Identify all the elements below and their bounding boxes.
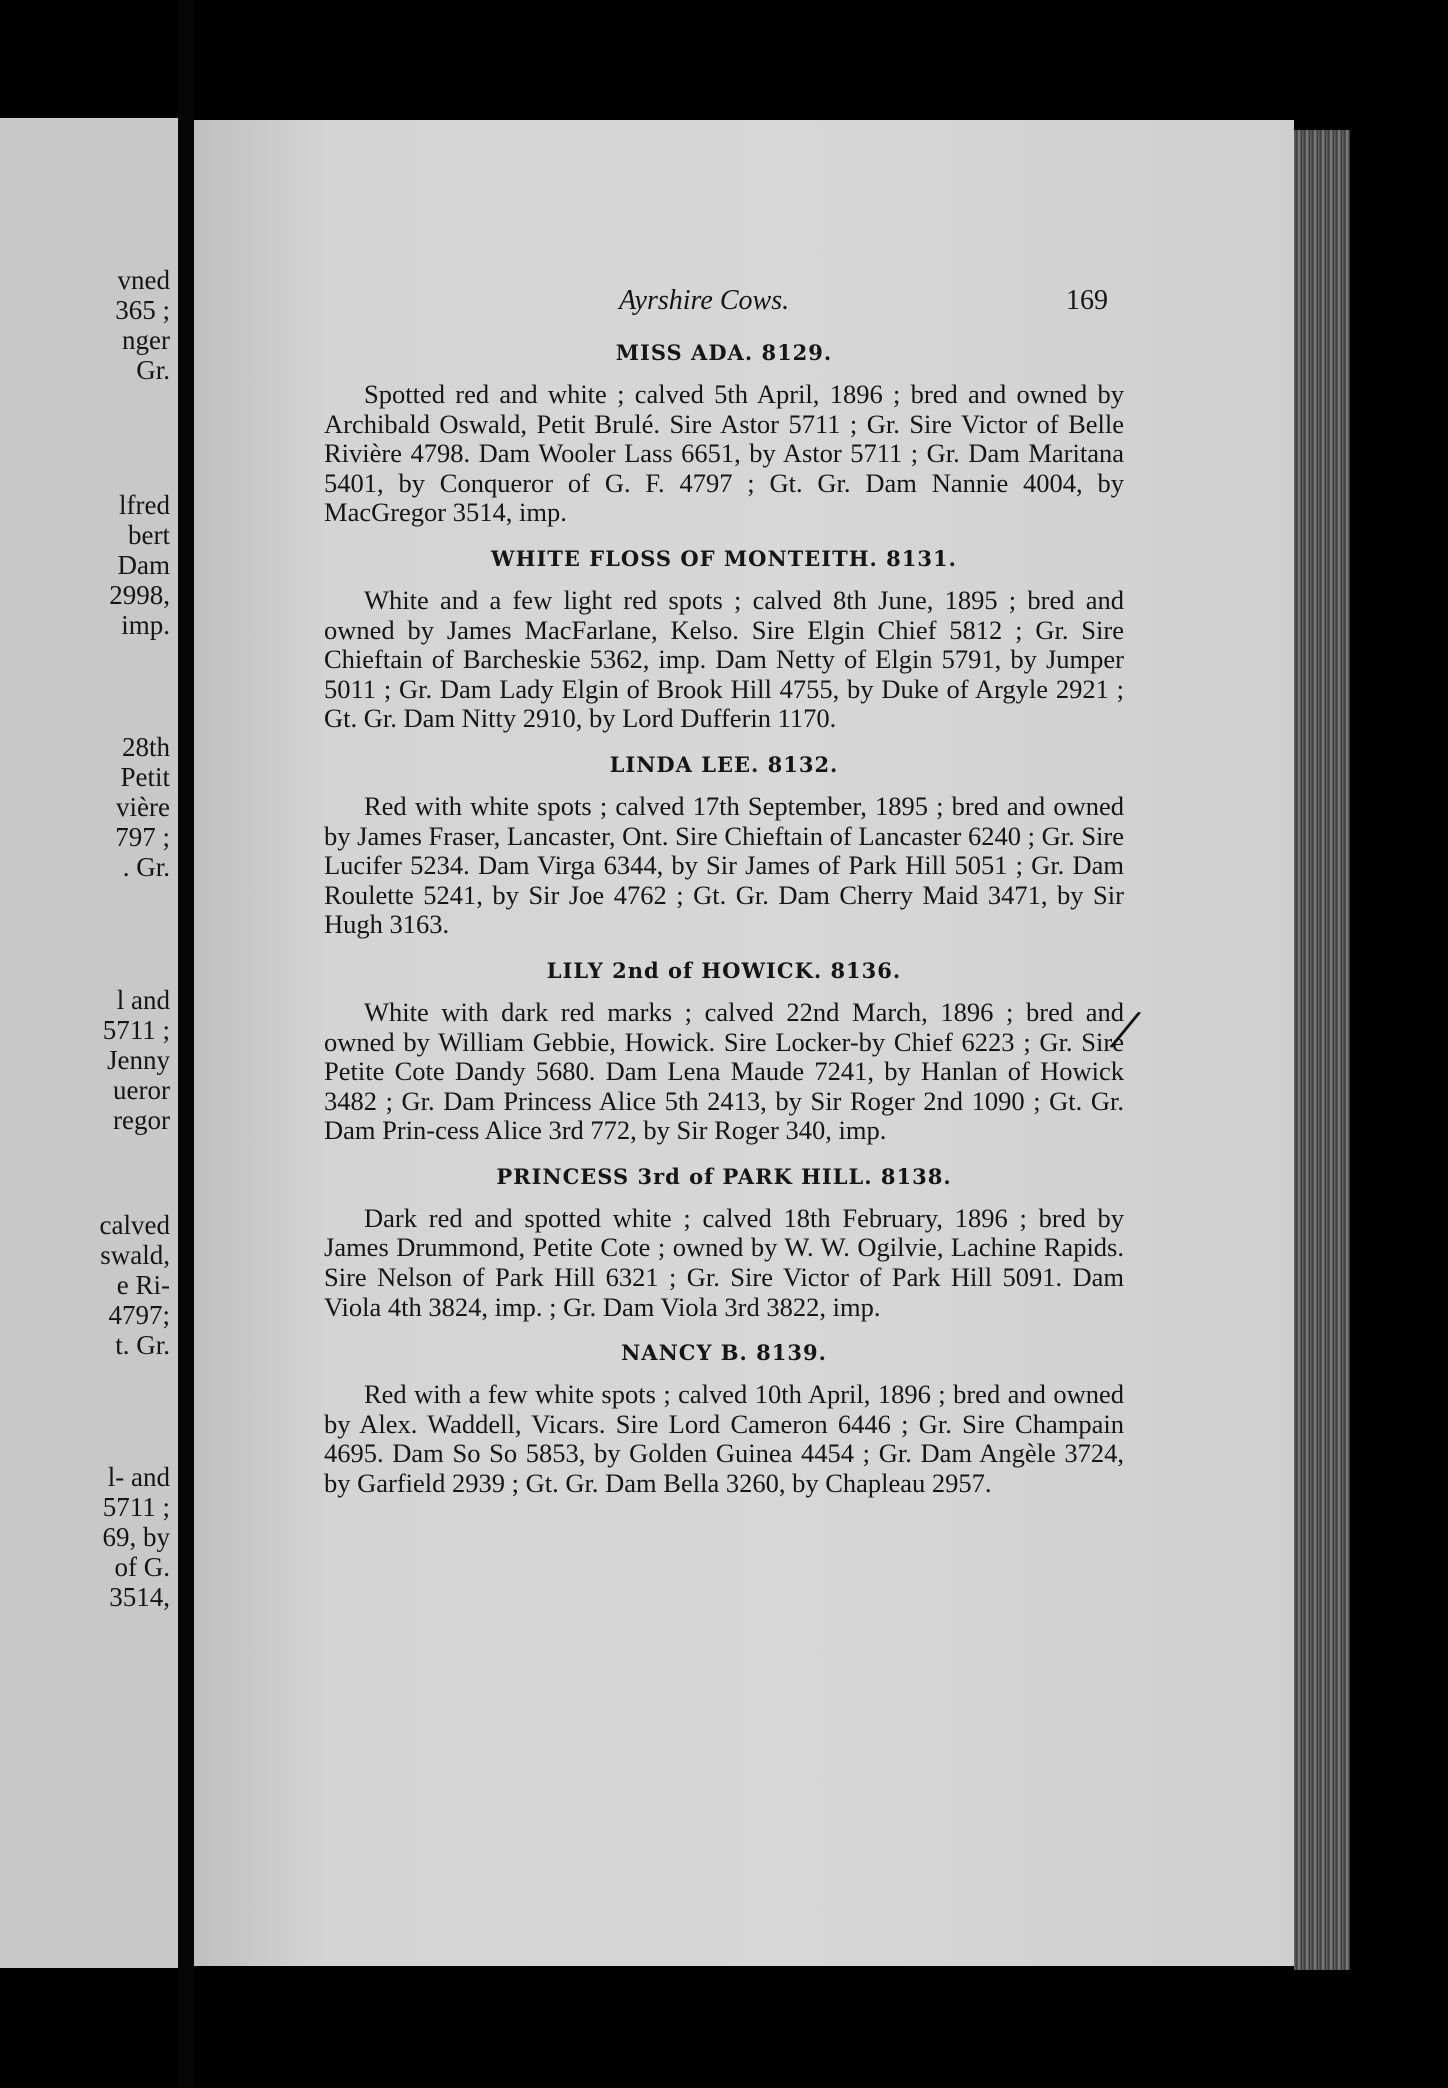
entry xyxy=(324,544,1124,734)
left-page-fragment: 4797; xyxy=(108,1300,170,1330)
entry-heading: WHITE FLOSS OF MONTEITH. 8131. xyxy=(491,545,957,571)
entry-heading: NANCY B. 8139. xyxy=(621,1340,827,1366)
left-page-fragment: bert xyxy=(128,520,170,550)
left-page-edge xyxy=(0,118,178,1968)
entry-body: Red with a few white spots ; calved 10th April, 1896 ; bred and owned by Alex. Waddell, Vicars. Sire Lord Cameron 6446 ; Gr. Sire Champain 4695. Dam So So 5853, by Golden Guinea 4454 ; Gr. Dam Angèle 3724, by Garfield 2939 ; Gt. Gr. Dam Bella 3260, by Chapleau 2957. xyxy=(324,1379,1124,1499)
entry xyxy=(324,338,1124,528)
entry-body: Spotted red and white ; calved 5th April, 1896 ; bred and owned by Archibald Oswald, Petit Brulé. Sire Astor 5711 ; Gr. Sire Victor of Belle Rivière 4798. Dam Wooler Lass 6651, by Astor 5711 ; Gr. Dam Maritana 5401, by Conqueror of G. F. 4797 ; Gt. Gr. Dam Nannie 4004, by MacGregor 3514, imp. xyxy=(324,379,1124,528)
left-page-fragment: 797 ; xyxy=(115,822,170,852)
running-title: Ayrshire Cows. xyxy=(619,285,790,316)
entry-heading: LILY 2nd of HOWICK. 8136. xyxy=(546,957,902,983)
entry-heading: LINDA LEE. 8132. xyxy=(609,751,839,777)
left-page-fragment: 69, by xyxy=(102,1522,170,1552)
left-page-fragment: 5711 ; xyxy=(102,1492,170,1522)
left-page-fragment: of G. xyxy=(114,1552,170,1582)
left-page-fragment: vière xyxy=(116,792,170,822)
left-page-fragment: 5711 ; xyxy=(102,1015,170,1045)
right-page xyxy=(194,120,1294,1966)
left-page-fragment: 365 ; xyxy=(115,295,170,325)
page-stack-edges xyxy=(1294,130,1350,1970)
left-page-fragment: ueror xyxy=(113,1075,170,1105)
left-page-fragment: Jenny xyxy=(107,1045,170,1075)
left-page-fragment: 28th xyxy=(121,732,170,762)
running-head xyxy=(194,285,1294,325)
pencil-mark-icon: / xyxy=(1109,994,1140,1064)
left-page-fragment: swald, xyxy=(100,1240,170,1270)
entries-list xyxy=(324,338,1124,1515)
entry-heading: MISS ADA. 8129. xyxy=(615,340,833,365)
entry xyxy=(324,1338,1124,1498)
entry-body: White and a few light red spots ; calved 8th June, 1895 ; bred and owned by James MacFarlane, Kelso. Sire Elgin Chief 5812 ; Gr. Sire Chieftain of Barcheskie 5362, imp. Dam Netty of Elgin 5791, by Jumper 5011 ; Gr. Dam Lady Elgin of Brook Hill 4755, by Duke of Argyle 2921 ; Gt. Gr. Dam Nitty 2910, by Lord Dufferin 1170. xyxy=(324,584,1124,734)
book-gutter xyxy=(178,0,194,2088)
left-page-fragment: l and xyxy=(116,985,170,1015)
left-page-fragment: lfred xyxy=(119,490,170,520)
left-page-fragment: imp. xyxy=(121,610,170,640)
entry-body: Red with white spots ; calved 17th September, 1895 ; bred and owned by James Fraser, Lancaster, Ont. Sire Chieftain of Lancaster 6240 ; Gr. Sire Lucifer 5234. Dam Virga 6344, by Sir James of Park Hill 5051 ; Gr. Dam Roulette 5241, by Sir Joe 4762 ; Gt. Gr. Dam Cherry Maid 3471, by Sir Hugh 3163. xyxy=(324,790,1125,940)
page-number: 169 xyxy=(1066,285,1108,316)
left-page-fragment: Gr. xyxy=(136,355,170,385)
entry-body: White with dark red marks ; calved 22nd March, 1896 ; bred and owned by William Gebbie, Howick. Sire Locker-by Chief 6223 ; Gr. Sire Petite Cote Dandy 5680. Dam Lena Maude 7241, by Hanlan of Howick 3482 ; Gr. Dam Princess Alice 5th 2413, by Sir Roger 2nd 1090 ; Gt. Gr. Dam Prin-cess Alice 3rd 772, by Sir Roger 340, imp. xyxy=(324,996,1124,1146)
entry xyxy=(324,956,1124,1146)
left-page-fragment: calved xyxy=(99,1210,170,1240)
left-page-fragment: 2998, xyxy=(109,580,170,610)
left-page-fragment: nger xyxy=(122,325,170,355)
left-page-fragment: 3514, xyxy=(109,1582,170,1612)
left-page-fragment: l- and xyxy=(107,1462,170,1492)
left-page-fragment: Petit xyxy=(120,762,170,792)
entry-heading: PRINCESS 3rd of PARK HILL. 8138. xyxy=(496,1163,952,1189)
entry-body: Dark red and spotted white ; calved 18th February, 1896 ; bred by James Drummond, Petite Cote ; owned by W. W. Ogilvie, Lachine Rapids. Sire Nelson of Park Hill 6321 ; Gr. Sire Victor of Park Hill 5091. Dam Viola 4th 3824, imp. ; Gr. Dam Viola 3rd 3822, imp. xyxy=(324,1202,1124,1322)
left-page-fragment: Dam xyxy=(117,550,170,580)
left-page-fragment: . Gr. xyxy=(122,852,170,882)
left-page-fragment: t. Gr. xyxy=(115,1330,170,1360)
left-page-fragment: vned xyxy=(117,265,170,295)
entry xyxy=(324,1162,1124,1322)
left-page-fragment: e Ri- xyxy=(116,1270,170,1300)
entry xyxy=(324,750,1124,940)
left-page-fragment: regor xyxy=(113,1105,170,1135)
